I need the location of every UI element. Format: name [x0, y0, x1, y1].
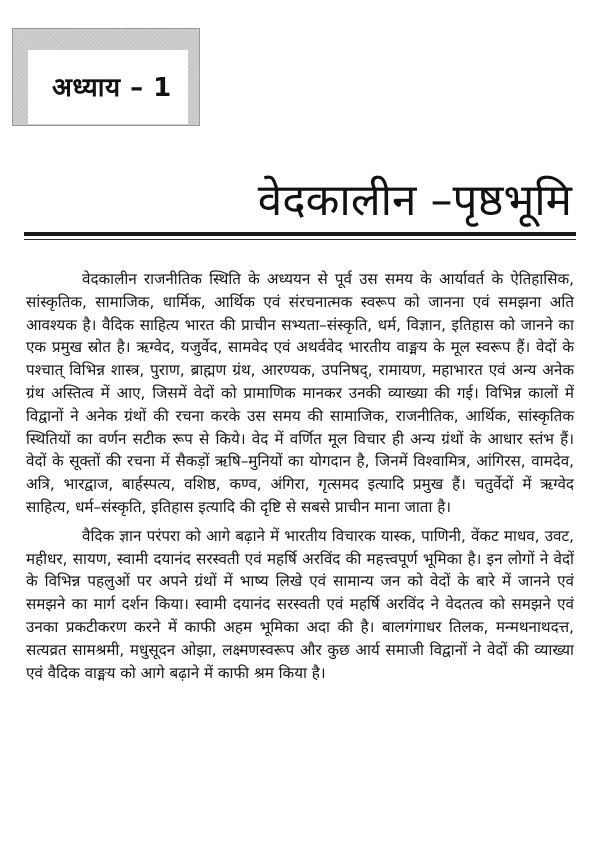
title-divider-thick: [24, 232, 576, 236]
paragraph-2: वैदिक ज्ञान परंपरा को आगे बढ़ाने में भारतीय विचारक यास्क, पाणिनी, वेंकट माधव, उवट, महीधर, सायण, स्वामी दयानंद सरस्वती एवं महर्षि अरविंद की महत्त्वपूर्ण भूमिका है। इन लोगों ने वेदों के विभिन्न पहलुओं पर अपने ग्रंथों में भाष्य लिखे एवं सामान्य जन को वेदों के बारे में जानने एवं समझने का मार्ग दर्शन किया। स्वामी दयानंद सरस्वती एवं महर्षि अरविंद ने वेदतत्व को समझने एवं उनका प्रकटीकरण करने में काफी अहम भूमिका अदा की है। बालगंगाधर तिलक, मन्मथनाथदत्त, सत्यव्रत सामश्रमी, मधुसूदन ओझा, लक्ष्मणस्वरूप और कुछ आर्य समाजी विद्वानों ने वेदों की व्याख्या एवं वैदिक वाङ्मय को आगे बढ़ाने में काफी श्रम किया है।: [26, 526, 574, 682]
title-divider-thin: [24, 239, 576, 240]
paragraph-1: वेदकालीन राजनीतिक स्थिति के अध्ययन से पूर्व उस समय के आर्यावर्त के ऐतिहासिक, सांस्कृतिक, सामाजिक, धार्मिक, आर्थिक एवं संरचनात्मक स्वरूप को जानना एवं समझना अति आवश्यक है। वैदिक साहित्य भारत की प्राचीन सभ्यता–संस्कृति, धर्म, विज्ञान, इतिहास को जानने का एक प्रमुख स्रोत है। ऋग्वेद, यजुर्वेद, सामवेद एवं अथर्ववेद भारतीय वाङ्मय के मूल स्वरूप हैं। वेदों के पश्चात् विभिन्न शास्त्र, पुराण, ब्राह्मण ग्रंथ, आरण्यक, उपनिषद्, रामायण, महाभारत एवं अन्य अनेक ग्रंथ अस्तित्व में आए, जिसमें वेदों को प्रामाणिक मानकर उनकी व्याख्या की गई। विभिन्न कालों में विद्वानों ने अनेक ग्रंथों की रचना करके उस समय की सामाजिक, राजनीतिक, आर्थिक, सांस्कृतिक स्थितियों का वर्णन सटीक रूप से किये। वेद में वर्णित मूल विचार ही अन्य ग्रंथों के आधार स्तंभ हैं। वेदों के सूक्तों की रचना में सैकड़ों ऋषि–मुनियों का योगदान है, जिनमें विश्वामित्र, आंगिरस, वामदेव, अत्रि, भारद्वाज, बार्हस्पत्य, वशिष्ठ, कण्व, अंगिरा, गृत्समद इत्यादि प्रमुख हैं। चतुर्वेदों में ऋग्वेद साहित्य, धर्म–संस्कृति, इतिहास इत्यादि की दृष्टि से सबसे प्राचीन माना जाता है।: [26, 270, 574, 516]
chapter-number: अध्याय – 1: [52, 73, 172, 103]
chapter-title: वेदकालीन –पृष्ठभूमि: [257, 175, 572, 226]
chapter-body: [26, 268, 574, 690]
